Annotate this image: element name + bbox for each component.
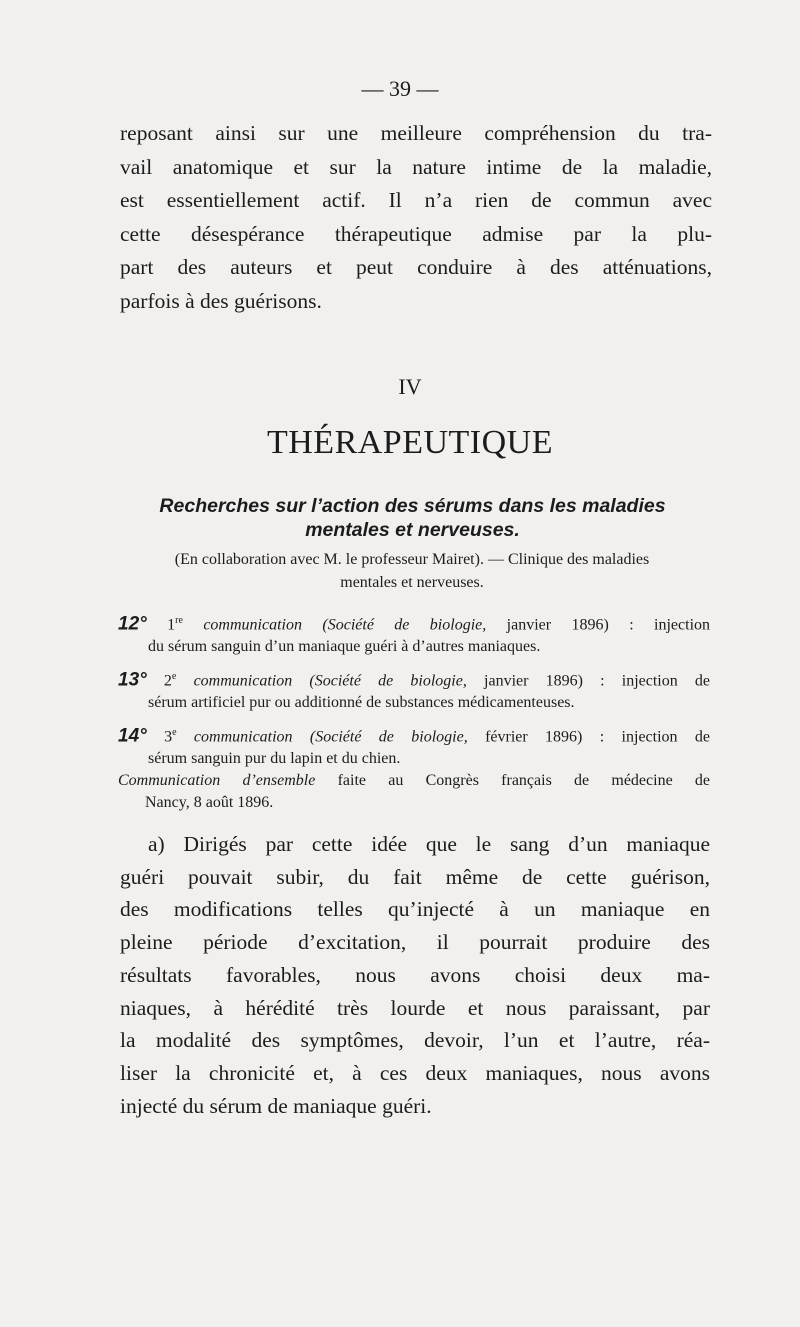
entry-date: février 1896) : injection de <box>485 728 710 746</box>
entry-number: 13° <box>118 669 147 691</box>
subheading-line: mentales et nerveuses. <box>305 519 520 541</box>
subheading-line: Recherches sur l’action des sérums dans les maladies <box>159 495 666 517</box>
entry-number: 12° <box>118 613 147 635</box>
entry-ordinal-suffix: re <box>175 615 183 626</box>
publication-entry <box>118 666 710 714</box>
entry-ordinal-suffix: e <box>171 671 177 682</box>
entry-date: janvier 1896) : injection <box>506 616 711 634</box>
collaboration-note <box>112 548 712 594</box>
entry-ordinal: 1 <box>167 616 176 634</box>
text-line: reposant ainsi sur une meilleure compréhension du tra- <box>120 121 712 145</box>
text-line: niaques, à hérédité très lourde et nous paraissant, par <box>120 995 710 1020</box>
section-subheading <box>115 494 710 542</box>
text-line: la modalité des symptômes, devoir, l’un et l’autre, réa- <box>120 1028 710 1053</box>
entry-ordinal: 2 <box>163 672 172 690</box>
entry-title: communication <box>193 672 293 690</box>
entry-source: (Société de biologie, <box>322 616 487 634</box>
collab-line: (En collaboration avec M. le professeur Mairet). — Clinique des maladies <box>174 551 650 568</box>
entry-ordinal: 3 <box>164 728 173 746</box>
entry-description: sérum artificiel pur ou additionné de substances médicamenteuses. <box>148 694 575 712</box>
text-line: cette désespérance thérapeutique admise par la plu- <box>120 221 712 246</box>
text-line: a) Dirigés par cette idée que le sang d’un maniaque <box>148 832 710 856</box>
body-paragraph <box>120 828 710 1122</box>
entry-source: (Société de biologie, <box>309 672 467 690</box>
text-line: guéri pouvait subir, du fait même de cette guérison, <box>120 864 710 889</box>
text-line: résultats favorables, nous avons choisi deux ma- <box>120 962 710 987</box>
entry-description: sérum sanguin pur du lapin et du chien. <box>148 750 401 768</box>
text-line: vail anatomique et sur la nature intime de la maladie, <box>120 154 712 179</box>
text-line: injecté du sérum de maniaque guéri. <box>120 1093 432 1118</box>
text-line: est essentiellement actif. Il n’a rien de commun avec <box>120 188 712 213</box>
text-line: parfois à des guérisons. <box>120 288 322 313</box>
collab-line: mentales et nerveuses. <box>340 574 484 591</box>
communication-text: faite au Congrès français de médecine de <box>337 772 711 789</box>
entry-title: communication <box>193 728 293 746</box>
text-line: part des auteurs et peut conduire à des atténuations, <box>120 255 712 280</box>
publication-entry <box>118 610 710 658</box>
text-line: pleine période d’excitation, il pourrait produire des <box>120 930 710 955</box>
entry-date: janvier 1896) : injection de <box>484 672 711 690</box>
text-line: liser la chronicité et, à ces deux maniaques, nous avons <box>120 1060 710 1085</box>
entry-number: 14° <box>118 725 147 747</box>
publication-entry <box>118 722 710 770</box>
entry-title: communication <box>203 616 302 634</box>
communication-note <box>118 770 710 814</box>
entry-source: (Société de biologie, <box>309 728 468 746</box>
communication-title: Communication d’ensemble <box>118 772 316 789</box>
entry-ordinal-suffix: e <box>172 727 177 738</box>
lead-paragraph <box>120 117 712 319</box>
text-line: des modifications telles qu’injecté à un maniaque en <box>120 897 710 922</box>
page-number: — 39 — <box>361 76 439 101</box>
communication-place-date: Nancy, 8 août 1896. <box>145 794 274 811</box>
section-title: THÉRAPEUTIQUE <box>266 424 554 461</box>
section-number: IV <box>398 374 422 399</box>
entry-description: du sérum sanguin d’un maniaque guéri à d’autres maniaques. <box>148 638 541 656</box>
